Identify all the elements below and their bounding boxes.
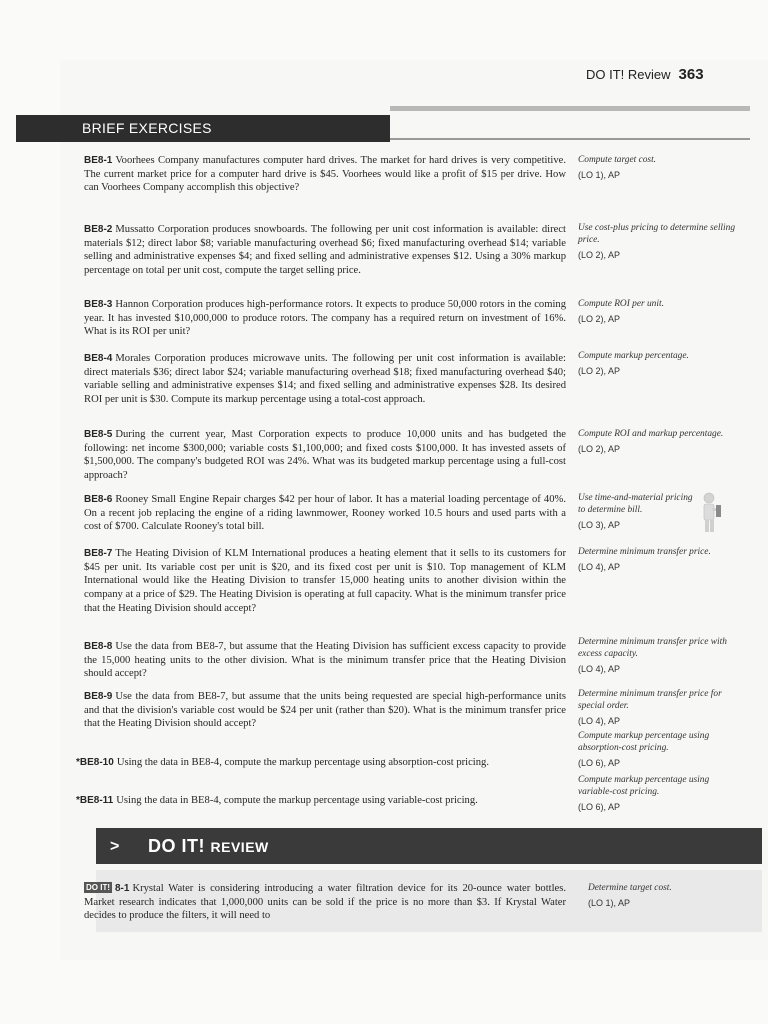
exercise-text: Rooney Small Engine Repair charges $42 per hour of labor. It has a material loading percentage of 40%. On a recent job replacing the engine of a riding lawnmower, Rooney worked 10.5 hours and used parts with a cost of $700. Calculate Rooney's total bill.	[84, 494, 566, 533]
chevron-right-icon: >	[110, 838, 120, 855]
doit-title-main: DO IT!	[148, 836, 205, 856]
exercise-text: Use the data from BE8-7, but assume that the units being requested are special high-performance units and that the division's variable cost would be $24 per unit (rather than $20). What is the minimum transfer price that the Heating Division should accept?	[84, 691, 566, 730]
exercise-number: BE8-5	[84, 429, 113, 440]
exercise-number: BE8-2	[84, 224, 113, 235]
exercise-number: BE8-4	[84, 353, 113, 364]
exercise-be8-10	[76, 756, 566, 770]
margin-note-be8-8	[578, 636, 738, 678]
learning-objective-text: Compute markup percentage.	[578, 351, 689, 361]
learning-objective-code: (LO 3), AP	[578, 520, 621, 530]
section-title: BRIEF EXERCISES	[82, 120, 212, 136]
exercise-number: *BE8-11	[76, 795, 114, 806]
doit-title-suffix: REVIEW	[210, 839, 269, 855]
header-rule	[390, 106, 750, 111]
doit-tag-badge: DO IT!	[86, 883, 110, 892]
exercise-text: The Heating Division of KLM International produces a heating element that it sells to its customers for $45 per unit. Its variable cost per unit is $20, and its fixed cost per unit is $10. Top management of KLM International would like the Heating Division to transfer 15,000 heating units to another division within the company at a price of $29. The Heating Division is operating at full capacity. What is the minimum transfer price that the Heating Division should accept?	[84, 548, 566, 614]
learning-objective-text: Determine target cost.	[588, 883, 672, 893]
section-rule	[390, 138, 750, 140]
exercise-be8-9	[84, 690, 566, 731]
learning-objective-text: Compute markup percentage using variable-cost pricing.	[578, 775, 710, 797]
learning-objective-code: (LO 4), AP	[578, 562, 621, 572]
learning-objective-code: (LO 1), AP	[578, 170, 621, 180]
exercise-number: BE8-9	[84, 691, 113, 702]
exercise-number: BE8-7	[84, 548, 113, 559]
doit-exercise-8-1	[84, 882, 566, 923]
exercise-be8-7	[84, 547, 566, 616]
learning-objective-code: (LO 2), AP	[578, 366, 621, 376]
learning-objective-code: (LO 2), AP	[578, 314, 621, 324]
person-figure-icon	[698, 492, 724, 536]
exercise-be8-6	[84, 493, 566, 534]
exercise-text: Hannon Corporation produces high-performance rotors. It expects to produce 50,000 rotors in the coming year. It has invested $10,000,000 to produce rotors. The company has a required return on investment of 16%. What is its ROI per unit?	[84, 299, 566, 338]
exercise-be8-1	[84, 154, 566, 195]
margin-note-be8-9	[578, 688, 738, 730]
margin-note-be8-10	[578, 730, 738, 772]
learning-objective-code: (LO 6), AP	[578, 758, 621, 768]
exercise-be8-8	[84, 640, 566, 681]
learning-objective-text: Compute markup percentage using absorption-cost pricing.	[578, 731, 710, 753]
margin-note-be8-1	[578, 154, 738, 184]
learning-objective-text: Compute ROI and markup percentage.	[578, 429, 724, 439]
section-band	[16, 115, 390, 142]
learning-objective-text: Compute target cost.	[578, 155, 657, 165]
margin-note-be8-2	[578, 222, 738, 264]
exercise-text: Use the data from BE8-7, but assume that the Heating Division has sufficient excess capacity to provide the 15,000 heating units to the other division. What is the minimum transfer price that the Heating Division should accept?	[84, 641, 566, 680]
exercise-be8-3	[84, 298, 566, 339]
learning-objective-code: (LO 2), AP	[578, 250, 621, 260]
margin-note-be8-3	[578, 298, 738, 328]
margin-note-be8-7	[578, 546, 738, 576]
exercise-be8-5	[84, 428, 566, 483]
margin-note-be8-4	[578, 350, 738, 380]
exercise-be8-2	[84, 223, 566, 278]
exercise-text: Morales Corporation produces microwave units. The following per unit cost information is available: direct materials $36; direct labor $24; variable manufacturing overhead $18; fixed manufacturing overhead $40; variable selling and administrative expenses $14; and fixed selling and administrative expenses $28. Its desired ROI per unit is $30. Compute its markup percentage using a total-cost approach.	[84, 353, 566, 406]
margin-note-be8-6	[578, 492, 696, 534]
exercise-number: 8-1	[115, 883, 130, 894]
learning-objective-text: Use time-and-material pricing to determine bill.	[578, 493, 693, 515]
learning-objective-text: Determine minimum transfer price for special order.	[578, 689, 722, 711]
learning-objective-code: (LO 4), AP	[578, 716, 621, 726]
exercise-text: Using the data in BE8-4, compute the markup percentage using absorption-cost pricing.	[116, 757, 489, 768]
learning-objective-text: Determine minimum transfer price.	[578, 547, 711, 557]
exercise-number: BE8-3	[84, 299, 113, 310]
learning-objective-code: (LO 4), AP	[578, 664, 621, 674]
exercise-number: BE8-8	[84, 641, 113, 652]
exercise-be8-11	[76, 794, 566, 808]
exercise-text: Using the data in BE8-4, compute the markup percentage using variable-cost pricing.	[116, 795, 478, 806]
exercise-text: Voorhees Company manufactures computer hard drives. The market for hard drives is very competitive. The current market price for a computer hard drive is $45. Voorhees would like a profit of $15 per drive. How can Voorhees Company accomplish this objective?	[84, 155, 566, 194]
running-head-section: DO IT! Review	[586, 67, 671, 82]
exercise-number: BE8-6	[84, 494, 113, 505]
running-head	[586, 66, 704, 83]
margin-note-be8-5	[578, 428, 738, 458]
learning-objective-code: (LO 1), AP	[588, 898, 631, 908]
margin-note-be8-11	[578, 774, 738, 816]
learning-objective-text: Determine minimum transfer price with excess capacity.	[578, 637, 727, 659]
exercise-be8-4	[84, 352, 566, 407]
learning-objective-code: (LO 6), AP	[578, 802, 621, 812]
exercise-text: During the current year, Mast Corporation expects to produce 10,000 units and has budgeted the following: net income $300,000; variable costs $1,100,000; and fixed costs $100,000. It has invested assets of $1,500,000. The company's budgeted ROI was 24%. What was its budgeted markup percentage using a full-cost approach?	[84, 429, 566, 482]
exercise-number: BE8-1	[84, 155, 113, 166]
exercise-text: Mussatto Corporation produces snowboards. The following per unit cost information is available: direct materials $12; direct labor $8; variable manufacturing overhead $6; fixed manufacturing overhead $14; variable selling and administrative expenses $4; and fixed selling and administrative expenses $12. Using a 30% markup percentage on total per unit cost, compute the target selling price.	[84, 224, 566, 277]
exercise-text: Krystal Water is considering introducing a water filtration device for its 20-ounce water bottles. Market research indicates that 1,000,000 units can be sold if the price is no more than $3. If Krystal Water decides to produce the filters, it will need to	[84, 883, 566, 922]
exercise-number: *BE8-10	[76, 757, 114, 768]
margin-note-doit-8-1	[588, 882, 748, 912]
learning-objective-text: Use cost-plus pricing to determine selling price.	[578, 223, 736, 245]
learning-objective-text: Compute ROI per unit.	[578, 299, 664, 309]
doit-review-title	[148, 836, 269, 857]
learning-objective-code: (LO 2), AP	[578, 444, 621, 454]
page-number: 363	[678, 66, 704, 83]
